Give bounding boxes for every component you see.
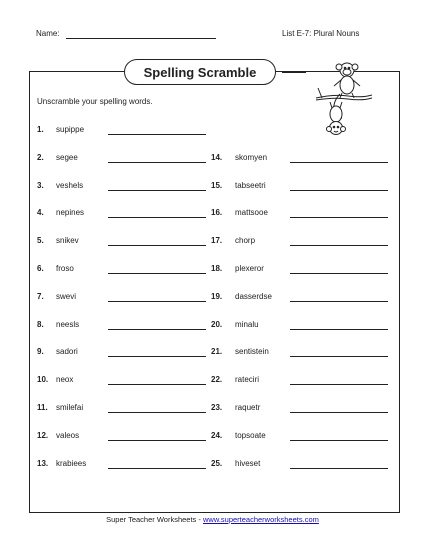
item-number: 11. <box>37 403 48 412</box>
scrambled-word: sadori <box>56 347 78 356</box>
scrambled-word: krabiees <box>56 459 87 468</box>
answer-line[interactable] <box>108 245 206 246</box>
item-number: 25. <box>211 459 223 468</box>
item-number: 8. <box>37 320 44 329</box>
scrambled-word: segee <box>56 153 78 162</box>
item-number: 22. <box>211 375 223 384</box>
list-title: List E-7: Plural Nouns <box>282 29 360 38</box>
answer-line[interactable] <box>290 245 388 246</box>
item-number: 12. <box>37 431 49 440</box>
scrambled-word: veshels <box>56 181 84 190</box>
item-number: 10. <box>37 375 49 384</box>
answer-line[interactable] <box>290 190 388 191</box>
item-number: 7. <box>37 292 44 301</box>
answer-line[interactable] <box>290 440 388 441</box>
answer-line[interactable] <box>290 384 388 385</box>
item-number: 4. <box>37 208 44 217</box>
monkeys-on-branch-icon <box>314 58 374 138</box>
answer-line[interactable] <box>290 329 388 330</box>
item-number: 14. <box>211 153 223 162</box>
item-number: 23. <box>211 403 223 412</box>
title-divider <box>282 72 306 73</box>
answer-line[interactable] <box>290 412 388 413</box>
answer-line[interactable] <box>108 412 206 413</box>
instructions: Unscramble your spelling words. <box>37 97 153 106</box>
scrambled-word: hiveset <box>235 459 261 468</box>
footer <box>0 515 425 524</box>
item-number: 9. <box>37 347 44 356</box>
item-number: 15. <box>211 181 223 190</box>
scrambled-word: neox <box>56 375 74 384</box>
item-number: 2. <box>37 153 44 162</box>
item-number: 24. <box>211 431 223 440</box>
answer-line[interactable] <box>108 356 206 357</box>
scrambled-word: froso <box>56 264 74 273</box>
answer-line[interactable] <box>290 217 388 218</box>
answer-line[interactable] <box>108 440 206 441</box>
scrambled-word: rateciri <box>235 375 260 384</box>
scrambled-word: sentistein <box>235 347 269 356</box>
scrambled-word: chorp <box>235 236 256 245</box>
footer-text: Super Teacher Worksheets - <box>106 515 203 524</box>
scrambled-word: supippe <box>56 125 85 134</box>
footer-link[interactable]: www.superteacherworksheets.com <box>202 515 319 524</box>
answer-line[interactable] <box>108 162 206 163</box>
answer-line[interactable] <box>108 273 206 274</box>
item-number: 1. <box>37 125 44 134</box>
scrambled-word: minalu <box>235 320 259 329</box>
scrambled-word: valeos <box>56 431 80 440</box>
scrambled-word: smilefai <box>56 403 84 412</box>
answer-line[interactable] <box>108 468 206 469</box>
answer-line[interactable] <box>108 217 206 218</box>
item-number: 21. <box>211 347 223 356</box>
item-number: 6. <box>37 264 44 273</box>
scrambled-word: snikev <box>56 236 79 245</box>
scrambled-word: tabseetri <box>235 181 266 190</box>
name-label: Name: <box>36 29 60 38</box>
page-title: Spelling Scramble <box>124 59 276 85</box>
name-field[interactable] <box>66 38 216 39</box>
scrambled-word: neesls <box>56 320 80 329</box>
answer-line[interactable] <box>108 301 206 302</box>
item-number: 17. <box>211 236 223 245</box>
answer-line[interactable] <box>290 468 388 469</box>
answer-line[interactable] <box>108 134 206 135</box>
scrambled-word: topsoate <box>235 431 266 440</box>
item-number: 13. <box>37 459 49 468</box>
answer-line[interactable] <box>108 329 206 330</box>
answer-line[interactable] <box>290 162 388 163</box>
answer-line[interactable] <box>108 190 206 191</box>
scrambled-word: dasserdse <box>235 292 272 301</box>
item-number: 20. <box>211 320 223 329</box>
item-number: 3. <box>37 181 44 190</box>
answer-line[interactable] <box>290 356 388 357</box>
scrambled-word: nepines <box>56 208 85 217</box>
answer-line[interactable] <box>290 301 388 302</box>
item-number: 5. <box>37 236 44 245</box>
item-number: 16. <box>211 208 223 217</box>
scrambled-word: swevi <box>56 292 77 301</box>
scrambled-word: plexeror <box>235 264 264 273</box>
item-number: 18. <box>211 264 223 273</box>
answer-line[interactable] <box>290 273 388 274</box>
scrambled-word: mattsooe <box>235 208 268 217</box>
answer-line[interactable] <box>108 384 206 385</box>
scrambled-word: skomyen <box>235 153 268 162</box>
item-number: 19. <box>211 292 223 301</box>
scrambled-word: raquetr <box>235 403 261 412</box>
